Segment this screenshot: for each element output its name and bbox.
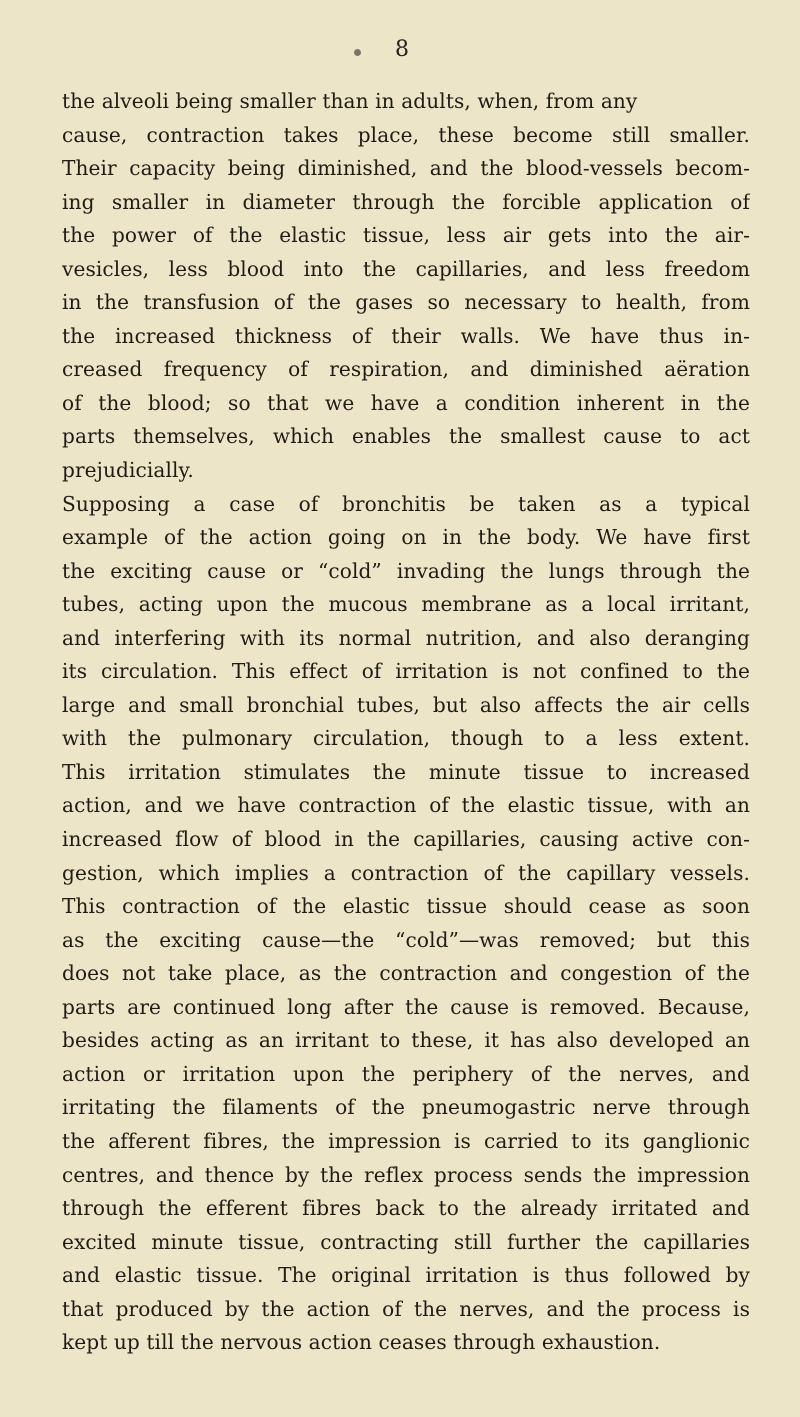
text-line: prejudicially. (62, 458, 194, 483)
text-line: action, and we have contraction of the elastic tissue, with an (62, 793, 750, 818)
text-line: This contraction of the elastic tissue should cease as soon (62, 894, 750, 919)
text-line: irritating the filaments of the pneumogastric nerve through (62, 1095, 750, 1120)
text-line: example of the action going on in the body. We have first (62, 525, 750, 550)
text-line: increased flow of blood in the capillaries, causing active con- (62, 827, 750, 852)
text-line: that produced by the action of the nerves, and the process is (62, 1296, 750, 1321)
text-line: vesicles, less blood into the capillaries, and less freedom (62, 256, 750, 281)
text-line: kept up till the nervous action ceases through exhaustion. (62, 1330, 661, 1355)
text-line: does not take place, as the contraction and congestion of the (62, 961, 750, 986)
text-line: Their capacity being diminished, and the blood-vessels becom- (62, 156, 750, 181)
text-line: its circulation. This effect of irritation is not confined to the (62, 659, 750, 684)
text-line: excited minute tissue, contracting still further the capillaries (62, 1229, 750, 1254)
text-line: the alveoli being smaller than in adults, when, from any (62, 89, 638, 113)
text-line: tubes, acting upon the mucous membrane as a local irritant, (62, 592, 750, 617)
text-line: the power of the elastic tissue, less air gets into the air- (62, 223, 750, 248)
print-mark (354, 49, 361, 56)
text-line: the afferent fibres, the impression is carried to its ganglionic (62, 1128, 750, 1153)
text-line: Supposing a case of bronchitis be taken as a typical (62, 491, 750, 516)
text-line: through the efferent fibres back to the already irritated and (62, 1196, 750, 1221)
text-line: creased frequency of respiration, and diminished aëration (62, 357, 750, 382)
text-line: This irritation stimulates the minute tissue to increased (62, 759, 750, 784)
text-line: and interfering with its normal nutrition, and also deranging (62, 625, 750, 650)
text-line: parts themselves, which enables the smallest cause to act (62, 424, 750, 449)
text-line: parts are continued long after the cause is removed. Because, (62, 994, 750, 1019)
text-line: ing smaller in diameter through the forcible application of (62, 189, 750, 214)
body-text (62, 85, 750, 1360)
text-line: gestion, which implies a contraction of the capillary vessels. (62, 860, 750, 885)
text-line: besides acting as an irritant to these, it has also developed an (62, 1028, 750, 1053)
text-line: large and small bronchial tubes, but also affects the air cells (62, 692, 750, 717)
page-number: 8 (395, 37, 409, 62)
text-line: cause, contraction takes place, these become still smaller. (62, 122, 750, 147)
text-line: the increased thickness of their walls. We have thus in- (62, 323, 750, 348)
text-line: action or irritation upon the periphery of the nerves, and (62, 1061, 750, 1086)
text-line: of the blood; so that we have a condition inherent in the (62, 390, 750, 415)
text-line: as the exciting cause—the “cold”—was removed; but this (62, 927, 750, 952)
text-line: the exciting cause or “cold” invading the lungs through the (62, 558, 750, 583)
text-line: in the transfusion of the gases so necessary to health, from (62, 290, 750, 315)
text-line: and elastic tissue. The original irritation is thus followed by (62, 1263, 750, 1288)
text-line: with the pulmonary circulation, though to a less extent. (62, 726, 750, 751)
text-line: centres, and thence by the reflex process sends the impression (62, 1162, 750, 1187)
